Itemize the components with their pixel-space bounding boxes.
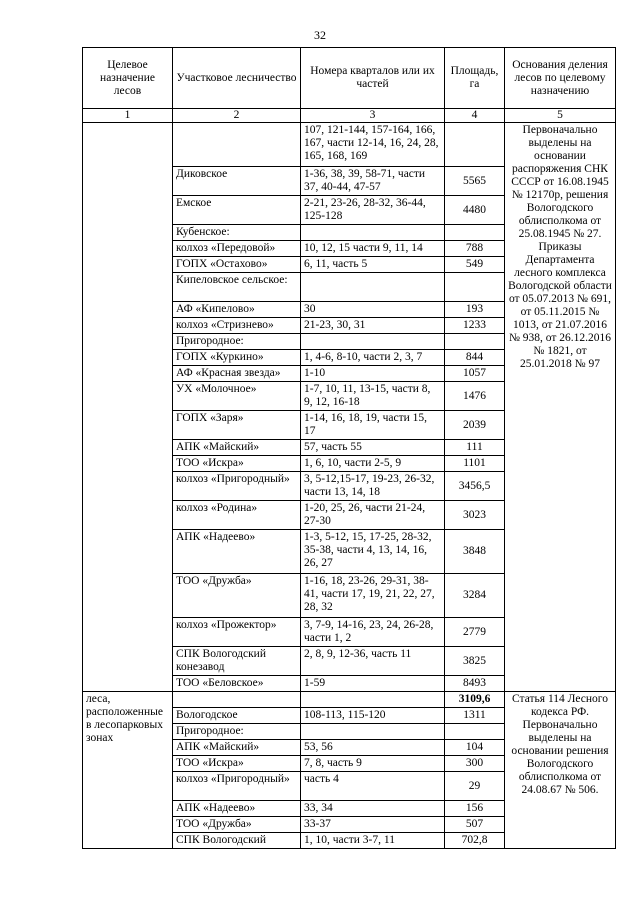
forest-purpose-table bbox=[82, 47, 616, 849]
forestry-cell: ГОПХ «Остахово» bbox=[173, 257, 301, 273]
column-number: 3 bbox=[301, 109, 445, 123]
quarters-cell: 7, 8, часть 9 bbox=[301, 756, 445, 772]
quarters-cell: 1-14, 16, 18, 19, части 15, 17 bbox=[301, 411, 445, 440]
quarters-cell bbox=[301, 724, 445, 740]
forestry-cell: колхоз «Пригородный» bbox=[173, 772, 301, 801]
forestry-cell: ГОПХ «Заря» bbox=[173, 411, 301, 440]
forestry-cell: ГОПХ «Куркино» bbox=[173, 350, 301, 366]
area-cell: 1101 bbox=[445, 456, 505, 472]
quarters-cell: 6, 11, часть 5 bbox=[301, 257, 445, 273]
basis-cell: Первоначально выделены на основании распоряжения СНК СССР от 16.08.1945 № 12170р, решения Вологодского облисполкома от 25.08.1945 № 27. Приказы Департамента лесного комплекса Вологодской области от 05.07.2013 № 691, от 05.11.2015 № 1013, от 21.07.2016 № 938, от 26.12.2016 № 1821, от 25.01.2018 № 97 bbox=[505, 123, 616, 692]
quarters-cell: 53, 56 bbox=[301, 740, 445, 756]
total-area-cell: 3109,6 bbox=[445, 692, 505, 708]
quarters-cell: 30 bbox=[301, 302, 445, 318]
quarters-cell: 1-10 bbox=[301, 366, 445, 382]
quarters-cell bbox=[301, 225, 445, 241]
area-cell: 111 bbox=[445, 440, 505, 456]
table-header-row bbox=[83, 48, 616, 109]
area-cell bbox=[445, 123, 505, 167]
section-total-row bbox=[83, 692, 616, 708]
quarters-cell: 2, 8, 9, 12-36, часть 11 bbox=[301, 647, 445, 676]
quarters-cell: 1-16, 18, 23-26, 29-31, 38-41, части 17, 19, 21, 22, 27, 28, 32 bbox=[301, 574, 445, 618]
basis-cell: Статья 114 Лесного кодекса РФ. Первоначально выделены на основании решения Вологодского облисполкома от 24.08.67 № 506. bbox=[505, 692, 616, 849]
area-cell bbox=[445, 273, 505, 302]
quarters-cell: 107, 121-144, 157-164, 166, 167, части 12-14, 16, 24, 28, 165, 168, 169 bbox=[301, 123, 445, 167]
forestry-cell: ТОО «Дружба» bbox=[173, 817, 301, 833]
quarters-cell: 1, 10, части 3-7, 11 bbox=[301, 833, 445, 849]
forestry-cell bbox=[173, 692, 301, 708]
quarters-cell: 1-20, 25, 26, части 21-24, 27-30 bbox=[301, 501, 445, 530]
header-forestry: Участковое лесничество bbox=[173, 48, 301, 109]
forestry-cell: Пригородное: bbox=[173, 724, 301, 740]
table-row bbox=[83, 123, 616, 167]
page-number: 32 bbox=[314, 28, 326, 42]
column-number: 5 bbox=[505, 109, 616, 123]
forestry-cell: СПК Вологодский конезавод bbox=[173, 647, 301, 676]
area-cell: 3848 bbox=[445, 530, 505, 574]
forestry-cell: колхоз «Родина» bbox=[173, 501, 301, 530]
area-cell: 1057 bbox=[445, 366, 505, 382]
area-cell: 702,8 bbox=[445, 833, 505, 849]
quarters-cell: 1-59 bbox=[301, 676, 445, 692]
forestry-cell: колхоз «Прожектор» bbox=[173, 618, 301, 647]
purpose-cell bbox=[83, 123, 173, 692]
quarters-cell: 3, 7-9, 14-16, 23, 24, 26-28, части 1, 2 bbox=[301, 618, 445, 647]
quarters-cell: 1-36, 38, 39, 58-71, части 37, 40-44, 47-57 bbox=[301, 167, 445, 196]
area-cell: 1233 bbox=[445, 318, 505, 334]
quarters-cell: 33-37 bbox=[301, 817, 445, 833]
forestry-cell: УХ «Молочное» bbox=[173, 382, 301, 411]
quarters-cell: 21-23, 30, 31 bbox=[301, 318, 445, 334]
quarters-cell: 1-3, 5-12, 15, 17-25, 28-32, 35-38, части 4, 13, 14, 16, 26, 27 bbox=[301, 530, 445, 574]
area-cell: 3825 bbox=[445, 647, 505, 676]
area-cell: 3456,5 bbox=[445, 472, 505, 501]
forestry-cell: Диковское bbox=[173, 167, 301, 196]
forestry-cell: колхоз «Стризнево» bbox=[173, 318, 301, 334]
area-cell: 300 bbox=[445, 756, 505, 772]
forestry-cell bbox=[173, 123, 301, 167]
area-cell: 8493 bbox=[445, 676, 505, 692]
quarters-cell bbox=[301, 334, 445, 350]
header-purpose: Целевое назначение лесов bbox=[83, 48, 173, 109]
quarters-cell: 2-21, 23-26, 28-32, 36-44, 125-128 bbox=[301, 196, 445, 225]
column-number: 2 bbox=[173, 109, 301, 123]
area-cell: 3023 bbox=[445, 501, 505, 530]
forestry-cell: Вологодское bbox=[173, 708, 301, 724]
forestry-cell: СПК Вологодский bbox=[173, 833, 301, 849]
area-cell: 193 bbox=[445, 302, 505, 318]
header-area: Площадь, га bbox=[445, 48, 505, 109]
forestry-cell: ТОО «Искра» bbox=[173, 756, 301, 772]
area-cell: 156 bbox=[445, 801, 505, 817]
quarters-cell: 1, 4-6, 8-10, части 2, 3, 7 bbox=[301, 350, 445, 366]
area-cell: 4480 bbox=[445, 196, 505, 225]
forestry-cell: АПК «Надеево» bbox=[173, 801, 301, 817]
forestry-cell: АФ «Красная звезда» bbox=[173, 366, 301, 382]
forestry-cell: АПК «Майский» bbox=[173, 440, 301, 456]
forestry-cell: АПК «Майский» bbox=[173, 740, 301, 756]
forestry-cell: Кубенское: bbox=[173, 225, 301, 241]
area-cell bbox=[445, 334, 505, 350]
forestry-cell: АПК «Надеево» bbox=[173, 530, 301, 574]
area-cell: 29 bbox=[445, 772, 505, 801]
forestry-cell: Емское bbox=[173, 196, 301, 225]
header-basis: Основания деления лесов по целевому назначению bbox=[505, 48, 616, 109]
quarters-cell bbox=[301, 692, 445, 708]
quarters-cell: 10, 12, 15 части 9, 11, 14 bbox=[301, 241, 445, 257]
area-cell bbox=[445, 225, 505, 241]
forestry-cell: АФ «Кипелово» bbox=[173, 302, 301, 318]
quarters-cell: 33, 34 bbox=[301, 801, 445, 817]
area-cell: 844 bbox=[445, 350, 505, 366]
area-cell: 788 bbox=[445, 241, 505, 257]
purpose-cell: леса, расположенные в лесопарковых зонах bbox=[83, 692, 173, 849]
header-quarters: Номера кварталов или их частей bbox=[301, 48, 445, 109]
forestry-cell: колхоз «Передовой» bbox=[173, 241, 301, 257]
area-cell: 2779 bbox=[445, 618, 505, 647]
forestry-cell: Кипеловское сельское: bbox=[173, 273, 301, 302]
quarters-cell: 3, 5-12,15-17, 19-23, 26-32, части 13, 14, 18 bbox=[301, 472, 445, 501]
forestry-cell: ТОО «Искра» bbox=[173, 456, 301, 472]
quarters-cell: 57, часть 55 bbox=[301, 440, 445, 456]
area-cell: 2039 bbox=[445, 411, 505, 440]
forestry-cell: Пригородное: bbox=[173, 334, 301, 350]
area-cell: 3284 bbox=[445, 574, 505, 618]
area-cell: 1311 bbox=[445, 708, 505, 724]
area-cell bbox=[445, 724, 505, 740]
area-cell: 104 bbox=[445, 740, 505, 756]
quarters-cell: 1-7, 10, 11, 13-15, части 8, 9, 12, 16-18 bbox=[301, 382, 445, 411]
area-cell: 1476 bbox=[445, 382, 505, 411]
quarters-cell: 108-113, 115-120 bbox=[301, 708, 445, 724]
area-cell: 507 bbox=[445, 817, 505, 833]
forestry-cell: ТОО «Дружба» bbox=[173, 574, 301, 618]
column-number: 1 bbox=[83, 109, 173, 123]
quarters-cell bbox=[301, 273, 445, 302]
column-number: 4 bbox=[445, 109, 505, 123]
quarters-cell: часть 4 bbox=[301, 772, 445, 801]
quarters-cell: 1, 6, 10, части 2-5, 9 bbox=[301, 456, 445, 472]
area-cell: 549 bbox=[445, 257, 505, 273]
forestry-cell: колхоз «Пригородный» bbox=[173, 472, 301, 501]
area-cell: 5565 bbox=[445, 167, 505, 196]
column-numbers-row bbox=[83, 109, 616, 123]
forestry-cell: ТОО «Беловское» bbox=[173, 676, 301, 692]
